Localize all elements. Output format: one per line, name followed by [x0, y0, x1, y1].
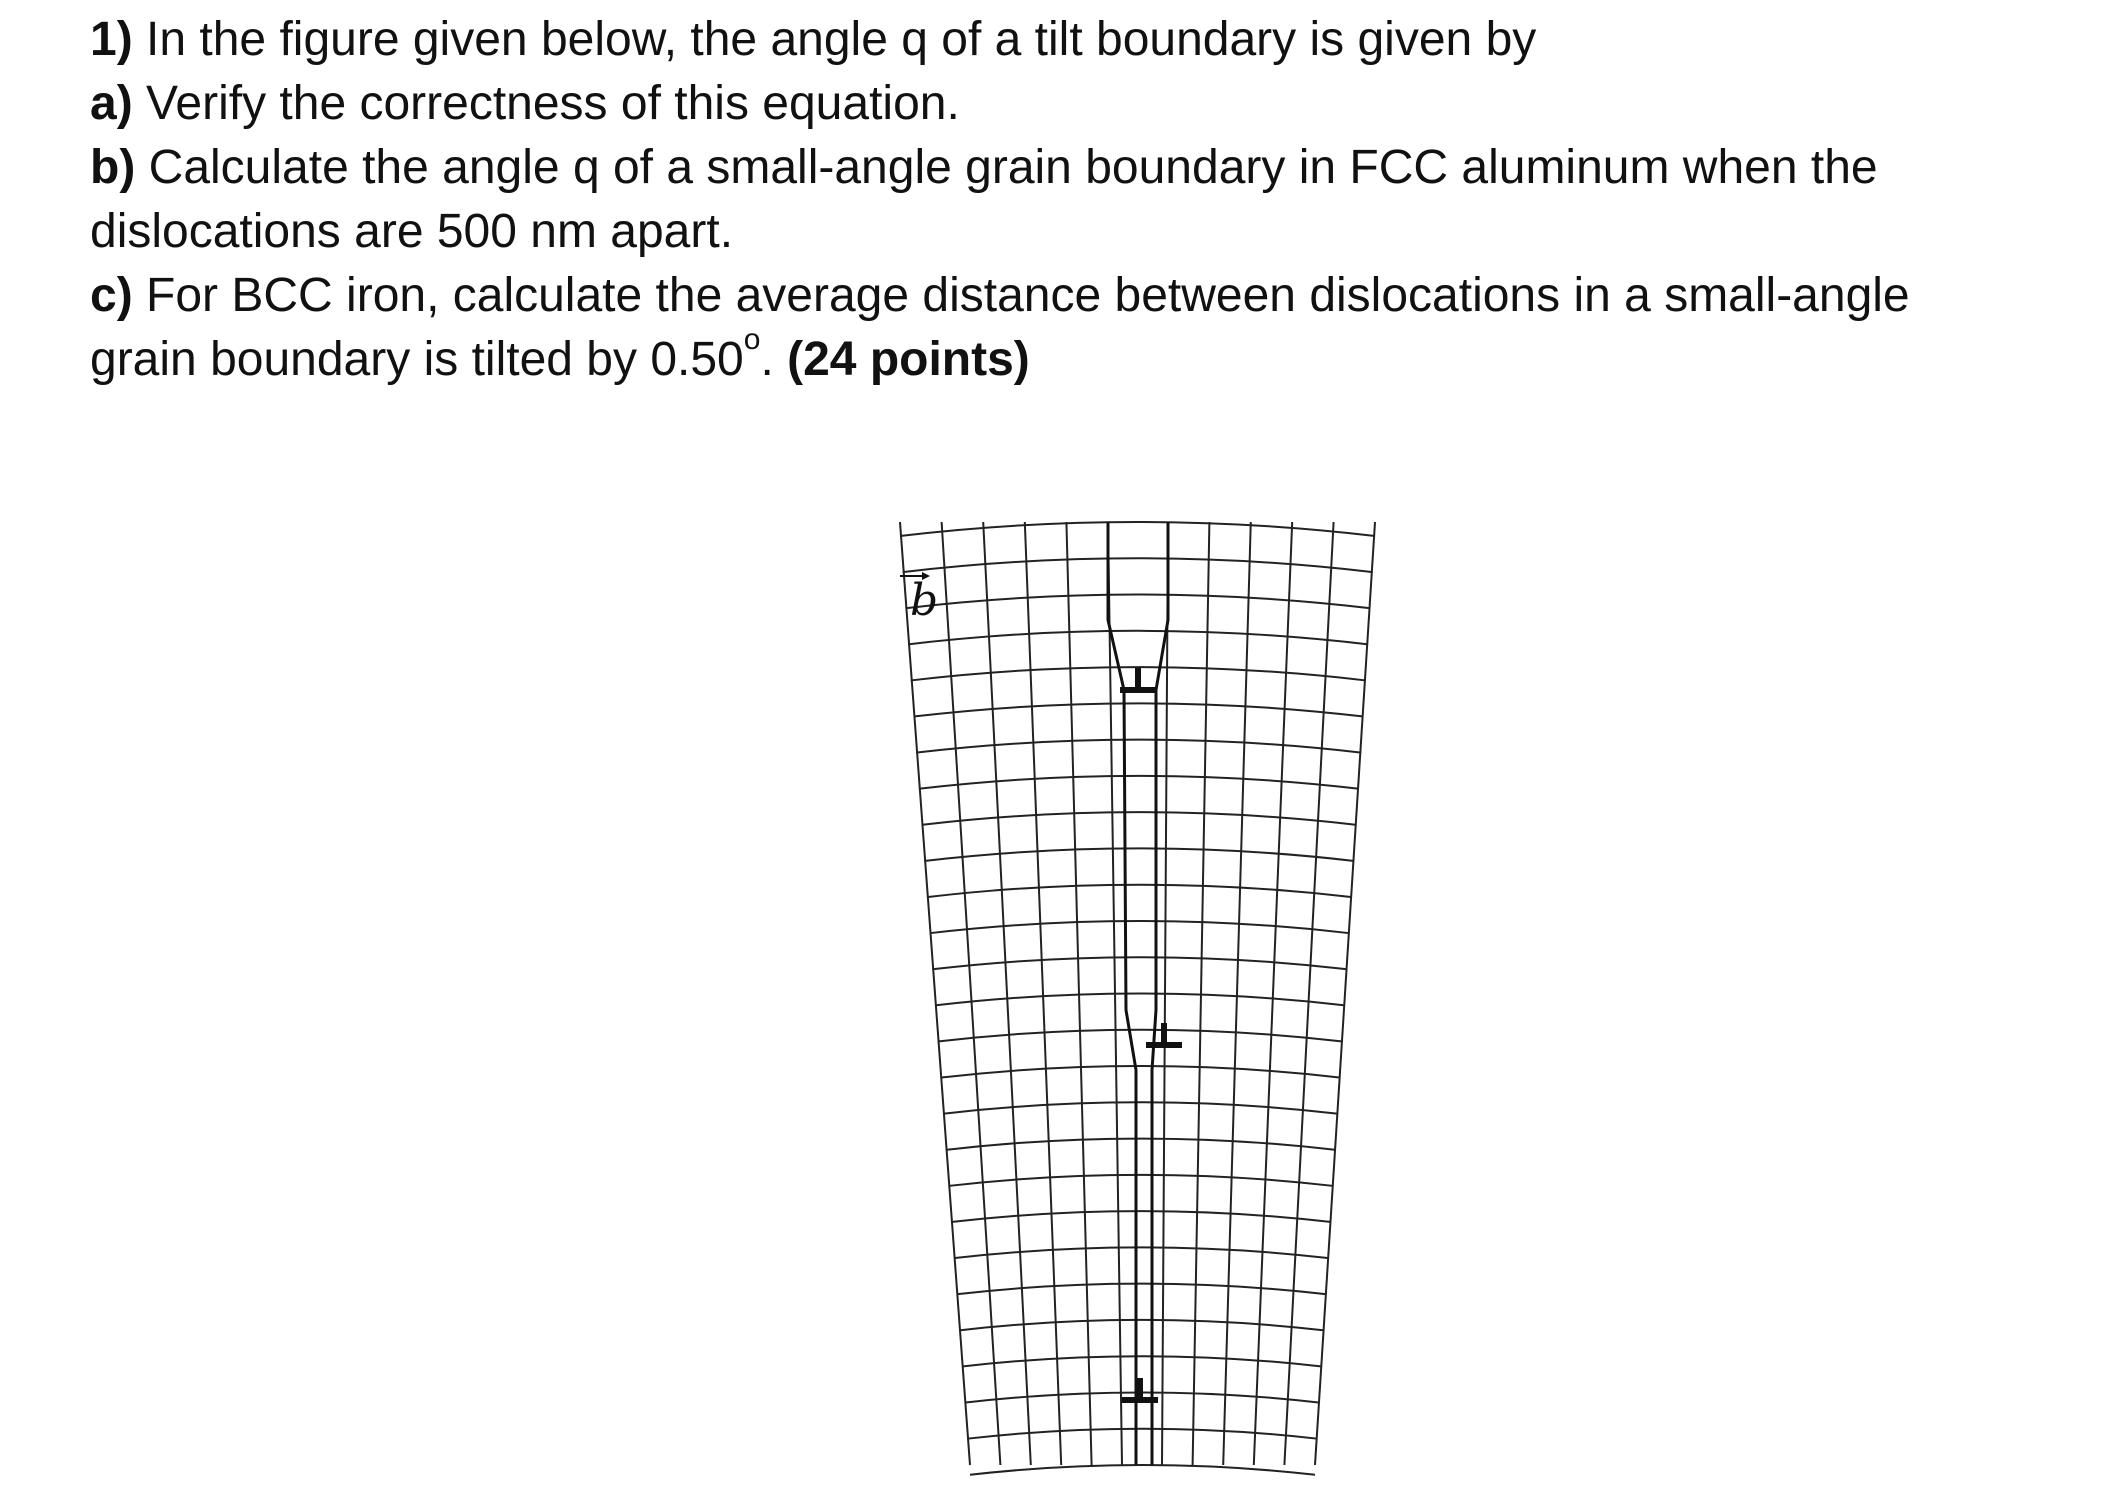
part-c-text-2: grain boundary is tilted by 0.50: [90, 333, 744, 386]
part-b-text-1: Calculate the angle q of a small-angle grain boundary in FCC aluminum when the: [135, 141, 1878, 194]
lattice-horizontal-line: [924, 848, 1354, 861]
lattice-horizontal-line: [930, 921, 1350, 933]
lattice-horizontal-line: [905, 595, 1370, 609]
part-a-line: [90, 72, 2090, 136]
part-c-text-1: For BCC iron, calculate the average distance between dislocations in a small-angle: [132, 269, 1910, 322]
part-c-line-2: [90, 323, 2090, 392]
lattice-horizontal-line: [913, 703, 1363, 716]
tilt-boundary-figure: [880, 510, 1400, 1480]
degree-symbol: o: [743, 323, 761, 356]
lattice-horizontal-line: [935, 994, 1345, 1006]
part-b-line-2: dislocations are 500 nm apart.: [90, 205, 734, 258]
lattice-horizontal-line: [962, 1356, 1322, 1366]
question-1-number: 1): [90, 13, 133, 66]
problem-statement: [90, 8, 2090, 392]
lattice-horizontal-line: [932, 957, 1347, 969]
lattice-horizontal-line: [916, 740, 1361, 753]
part-c-line: [90, 264, 2090, 328]
lattice-vertical-line: [1315, 522, 1375, 1465]
question-1-text: In the figure given below, the angle q of a tilt boundary is given by: [132, 13, 1537, 66]
lattice-horizontal-line: [946, 1139, 1336, 1150]
part-c-period: .: [760, 333, 788, 386]
lattice-vertical-line: [1284, 522, 1333, 1465]
part-a-text: Verify the correctness of this equation.: [132, 77, 960, 130]
lattice-horizontal-line: [940, 1066, 1340, 1078]
lattice-horizontal-line: [922, 812, 1357, 825]
lattice-vertical-line: [942, 522, 1001, 1465]
lattice-horizontal-line: [927, 885, 1352, 897]
lattice-horizontal-line: [943, 1102, 1338, 1113]
lattice-horizontal-line: [919, 776, 1359, 789]
lattice-horizontal-line: [959, 1320, 1324, 1330]
part-b-line: [90, 136, 2090, 200]
question-1-line: [90, 8, 2090, 72]
lattice-horizontal-line: [951, 1211, 1331, 1222]
lattice-horizontal-line: [948, 1175, 1333, 1186]
part-c-label: c): [90, 269, 133, 322]
lattice-horizontal-line: [970, 1465, 1315, 1475]
part-a-label: a): [90, 77, 133, 130]
lattice-horizontal-line: [954, 1247, 1329, 1258]
lattice-vertical-line: [900, 522, 970, 1465]
burgers-label: b: [910, 575, 939, 626]
dislocation-symbol-icon: [1146, 1023, 1182, 1045]
lattice-horizontal-line: [903, 558, 1373, 572]
lattice-horizontal-line: [957, 1284, 1327, 1295]
dislocation-symbol-icon: [1120, 668, 1156, 690]
lattice-horizontal-line: [938, 1030, 1343, 1042]
lattice-horizontal-line: [900, 522, 1375, 536]
tilt-boundary-diagram: [880, 510, 1400, 1480]
lattice-horizontal-line: [967, 1429, 1317, 1439]
part-b-label: b): [90, 141, 136, 194]
points-label: (24 points): [787, 333, 1030, 386]
lattice-horizontal-line: [908, 631, 1368, 645]
